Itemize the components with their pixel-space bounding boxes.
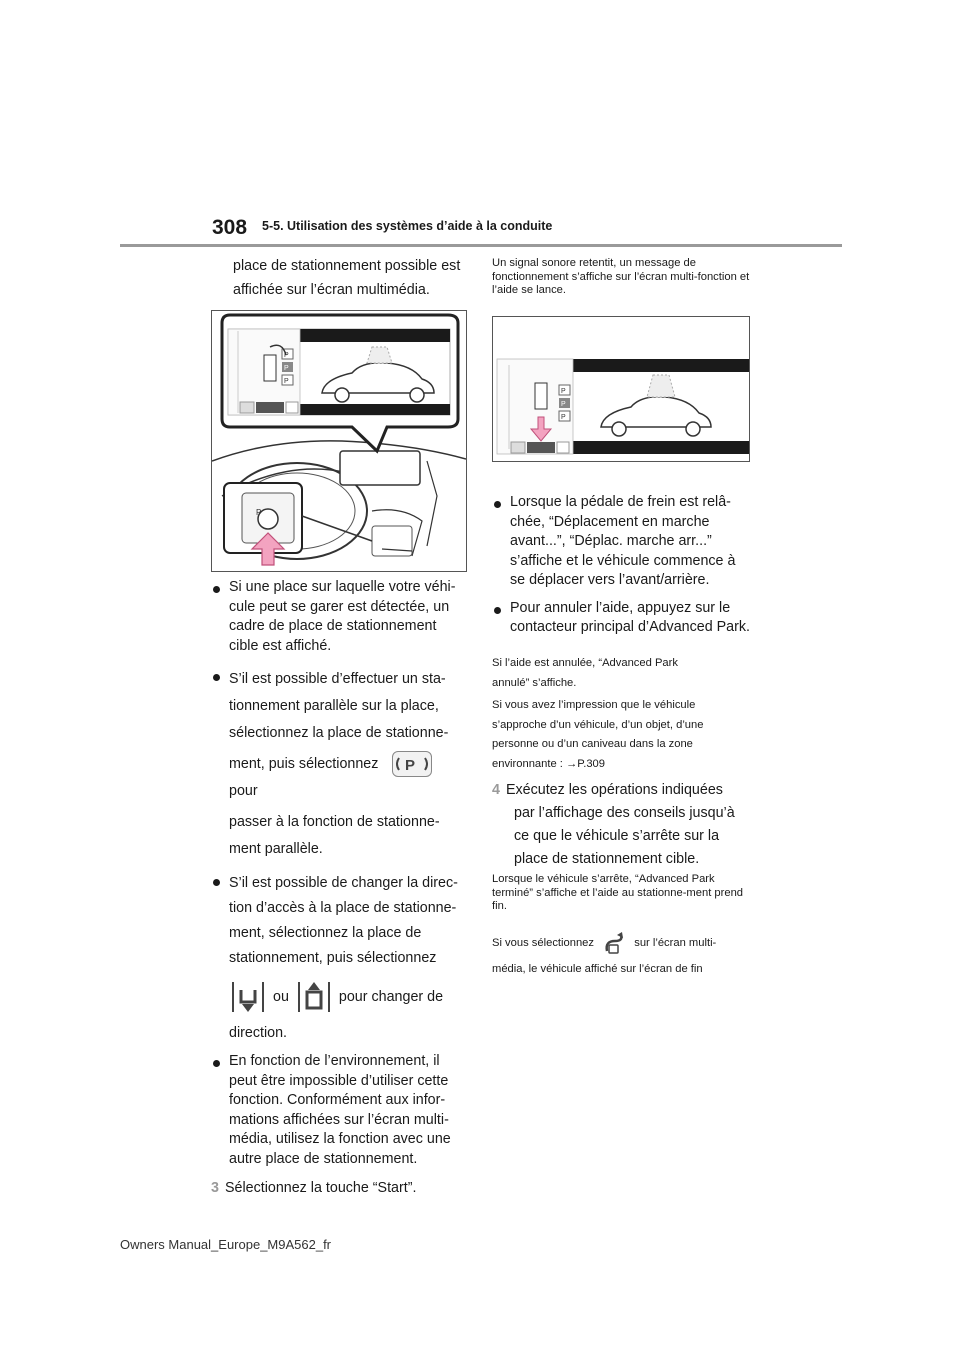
intro-text: place de stationnement possible est affichée sur l’écran multimédia. [233,258,461,298]
note-cancel: Si l’aide est annulée, “Advanced Park annulé” s’affiche. [492,657,678,689]
parallel-park-icon [392,751,432,777]
left-bullet-list [211,578,465,1199]
note-select-route: Si vous sélectionnez sur l’écran multi- média, le véhicule affiché sur l’écran de fin [492,930,754,982]
svg-text:P: P [284,352,289,359]
route-icon [601,931,627,955]
note-signal: Un signal sonore retentit, un message de fonctionnement s’affiche sur l’écran multi-fonction et l’aide se lance. [492,257,750,296]
step-3: 3 Sélectionnez la touche “Start”. [211,1180,417,1196]
footer-manual-id: Owners Manual_Europe_M9A562_fr [120,1237,332,1252]
page-number: 308 [212,216,248,239]
reverse-direction-icon [295,978,333,1016]
right-bullet-list [492,493,754,638]
svg-text:P: P [256,508,262,517]
forward-direction-icon [229,978,267,1016]
bullet-environment: En fonction de l’environnement, il peut être impossible d’utiliser cette fonction. Conformément aux infor-mations affichées sur l’écran multi-média, utilisez la fonction avec une autre place de stationnement. [211,1052,465,1169]
section-title: 5-5. Utilisation des systèmes d’aide à la conduite [262,219,553,233]
bullet-cancel-assist: Pour annuler l’aide, appuyez sur le contacteur principal d’Advanced Park. [492,599,754,638]
note-finished: Lorsque le véhicule s’arrête, “Advanced Park terminé” s’affiche et l’aide au stationne-ment prend fin. [492,873,744,912]
svg-text:P: P [284,378,289,385]
svg-text:P: P [561,388,566,395]
step-4: 4 Exécutez les opérations indiquées par l’affichage des conseils jusqu’à ce que le véhicule s’arrête sur la place de stationnement cible. [492,782,735,867]
screen-illustration [493,317,749,461]
bullet-change-direction: S’il est possible de changer la direc- tion d’accès à la place de stationne- ment, sélectionnez la place de stationnement, puis sélectionnez ou pour changer de direction. [211,871,465,1046]
header-rule [120,244,842,247]
dashboard-illustration [212,311,466,571]
bullet-brake-release: Lorsque la pédale de frein est relâ-chée, “Déplacement en marche avant...”, “Déplac. marche arr...” s’affiche et le véhicule commence à se déplacer vers l’avant/arrière. [492,493,754,591]
bullet-parallel-park: S’il est possible d’effectuer un sta- tionnement parallèle sur la place, sélectionnez la place de stationne- ment, puis sélectionnez P pour passer à la fonction de stationne- ment parallèle. [211,666,465,863]
dashboard-figure [211,310,467,572]
bullet-place-detected: Si une place sur laquelle votre véhi-cule peut se garer est détectée, un cadre de place de stationnement cible est affiché. [211,578,465,656]
svg-text:P: P [405,757,416,775]
svg-text:P: P [561,401,566,408]
svg-text:P: P [284,365,289,372]
screen-figure [492,316,750,462]
svg-text:P: P [561,414,566,421]
note-approach: Si vous avez l’impression que le véhicule s’approche d’un véhicule, d’un objet, d’une personne ou d’un caniveau dans la zone environnante : →P.309 [492,699,704,770]
